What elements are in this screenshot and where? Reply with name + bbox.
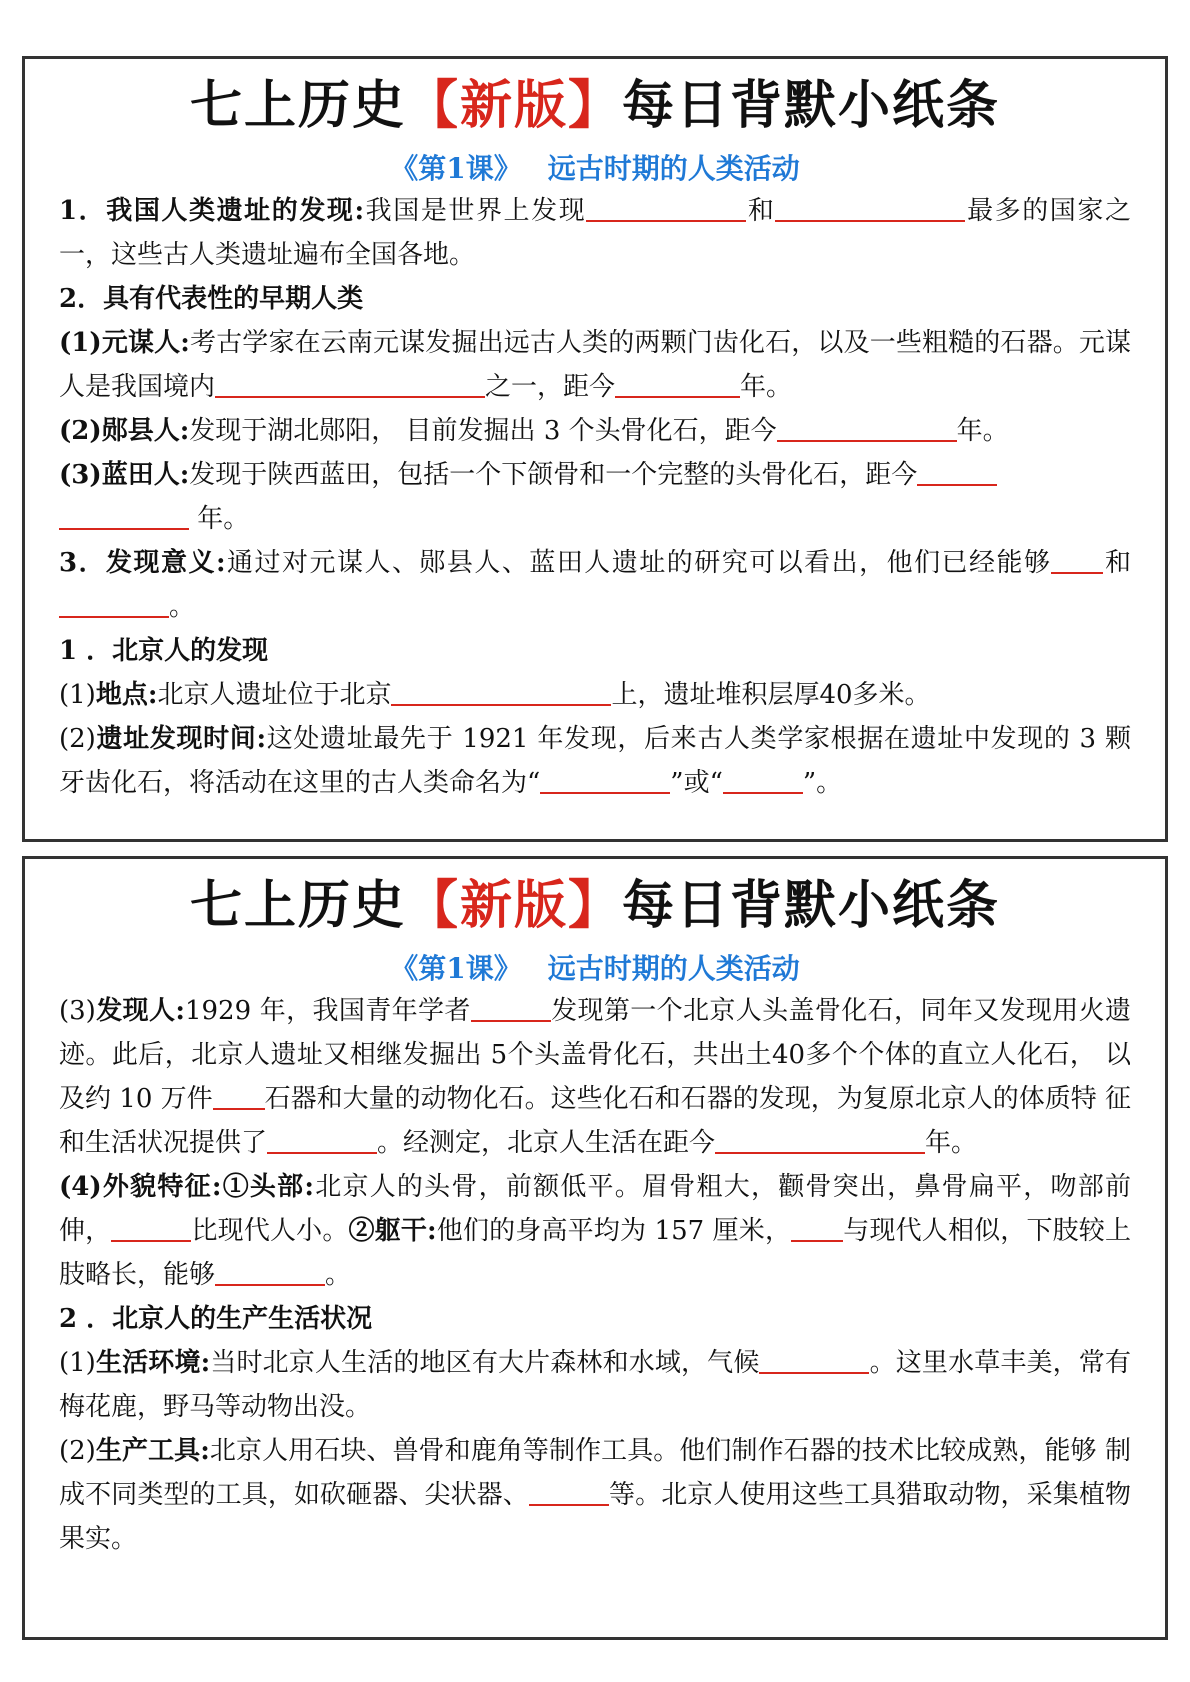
- fill-blank[interactable]: [267, 1126, 377, 1154]
- text: 和: [746, 196, 776, 226]
- card-title: [25, 863, 1165, 938]
- paragraph-yuanmou: [59, 321, 1131, 409]
- text: 北京人遗址位于北京: [157, 680, 392, 710]
- paragraph-heading: 发现人:: [95, 996, 185, 1026]
- fill-blank[interactable]: [215, 1258, 325, 1286]
- text: 发现于湖北郧阳， 目前发掘出 3 个头骨化石，距今: [189, 416, 777, 446]
- title-text: 七上历史: [189, 876, 406, 936]
- title-highlight: 【新版】: [405, 876, 622, 936]
- paragraph-yunxian: [59, 409, 1131, 453]
- paragraph-heading: 生活环境:: [95, 1348, 211, 1378]
- paragraph-heading: 地点:: [95, 680, 158, 710]
- fill-blank[interactable]: [723, 766, 803, 794]
- lesson-number: 《第1课》: [390, 952, 522, 985]
- text: 北京人用石块、兽骨和鹿角等制作工具。他们制作石器的技术比较成熟，能够 制成不同类型的工具，如砍砸器、尖状器、: [59, 1436, 1131, 1510]
- text: 。: [325, 1260, 352, 1290]
- text: 年。: [956, 416, 1009, 446]
- fill-blank[interactable]: [391, 678, 611, 706]
- note-card-1: [22, 56, 1168, 842]
- title-text-suffix: 每日背默小纸条: [622, 876, 1001, 936]
- text: 等。北京人使用这些工具猎取动物，采集植物果实。: [59, 1480, 1131, 1554]
- fill-blank[interactable]: [215, 370, 485, 398]
- lesson-name: 远古时期的人类活动: [547, 152, 800, 185]
- fill-blank[interactable]: [529, 1478, 609, 1506]
- paragraph-environment: [59, 1341, 1131, 1429]
- text: ”。: [802, 768, 843, 798]
- paragraph-heading: (3)蓝田人:: [59, 460, 190, 490]
- text: 北京人的头骨，前额低平。眉骨粗大，颧骨突出，鼻骨扁平，吻部前伸，: [59, 1172, 1131, 1246]
- text: 他们的身高平均为 157 厘米，: [436, 1216, 792, 1246]
- paragraph-site-discovery: [59, 189, 1131, 277]
- text: 发现第一个北京人头盖骨化石，同年又发现用火遗迹。此后，北京人遗址又相继发掘出 5个头盖骨化石，共出土40多个个体的直立人化石， 以及约 10 万件: [59, 996, 1131, 1114]
- paragraph-heading: 1．我国人类遗址的发现:: [59, 196, 365, 226]
- text: 这处遗址最先于 1921 年发现，后来古人类学家根据在遗址中发现的 3 颗牙齿化石，将活动在这里的古人类命名为“: [59, 724, 1131, 798]
- lesson-heading: [25, 147, 1165, 187]
- fill-blank[interactable]: [777, 414, 957, 442]
- text: 通过对元谋人、郧县人、蓝田人遗址的研究可以看出，他们已经能够: [225, 548, 1052, 578]
- text: ”或“: [670, 768, 723, 798]
- lesson-number: 《第1课》: [390, 152, 522, 185]
- paragraph-lantian: [59, 453, 1131, 541]
- paragraph-heading: 生产工具:: [95, 1436, 210, 1466]
- text: 与现代人相似，下肢较上肢略长，能够: [59, 1216, 1131, 1290]
- paragraph-discoverer: [59, 989, 1131, 1165]
- text: 石器和大量的动物化石。这些化石和石器的发现，为复原北京人的体质特 征和生活状况提供了: [59, 1084, 1131, 1158]
- text: 上，遗址堆积层厚40多米。: [611, 680, 931, 710]
- fill-blank[interactable]: [213, 1082, 265, 1110]
- section-heading: 2．具有代表性的早期人类: [59, 284, 364, 314]
- text: 年。: [189, 504, 250, 534]
- text: 最多的国家之一，这些古人类遗址遍布全国各地。: [59, 196, 1131, 270]
- fill-blank[interactable]: [775, 194, 965, 222]
- text: 我国是世界上发现: [364, 196, 587, 226]
- text: 。经测定，北京人生活在距今: [377, 1128, 716, 1158]
- lesson-name: 远古时期的人类活动: [547, 952, 800, 985]
- note-card-2: [22, 856, 1168, 1640]
- fill-blank[interactable]: [715, 1126, 925, 1154]
- text: 和: [1103, 548, 1131, 578]
- text: 比现代人小。: [191, 1216, 349, 1246]
- fill-blank[interactable]: [759, 1346, 869, 1374]
- text: (1): [59, 1348, 96, 1378]
- section-heading: 1 ．北京人的发现: [59, 636, 269, 666]
- section-heading: 2 ．北京人的生产生活状况: [59, 1304, 373, 1334]
- sub-heading: ②躯干:: [348, 1216, 437, 1246]
- text: (2): [59, 724, 96, 754]
- title-text-suffix: 每日背默小纸条: [622, 76, 1001, 136]
- text: (1): [59, 680, 96, 710]
- fill-blank[interactable]: [111, 1214, 191, 1242]
- lesson-heading: [25, 947, 1165, 987]
- fill-blank[interactable]: [917, 458, 997, 486]
- text: 年。: [925, 1128, 978, 1158]
- paragraph-heading: (2)郧县人:: [59, 416, 190, 446]
- sub-heading: ①头部:: [221, 1172, 314, 1202]
- fill-blank[interactable]: [471, 994, 551, 1022]
- text: (3): [59, 996, 96, 1026]
- text: (2): [59, 1436, 96, 1466]
- paragraph-appearance: [59, 1165, 1131, 1297]
- paragraph-heading: (4)外貌特征:: [59, 1172, 222, 1202]
- text: 年。: [740, 372, 793, 402]
- text: 考古学家在云南元谋发掘出远古人类的两颗门齿化石，以及一些粗糙的石器。元谋人是我国境内: [59, 328, 1131, 402]
- paragraph-discovery-time: [59, 717, 1131, 805]
- title-highlight: 【新版】: [405, 76, 622, 136]
- text: 。: [169, 592, 196, 622]
- fill-blank[interactable]: [586, 194, 746, 222]
- paragraph-heading: 3．发现意义:: [59, 548, 226, 578]
- card-body: [59, 989, 1131, 1561]
- text: 。这里水草丰美，常有梅花鹿，野马等动物出没。: [59, 1348, 1131, 1422]
- fill-blank[interactable]: [615, 370, 740, 398]
- paragraph-location: [59, 673, 1131, 717]
- paragraph-heading: 遗址发现时间:: [95, 724, 267, 754]
- text: 之一，距今: [485, 372, 616, 402]
- fill-blank[interactable]: [791, 1214, 843, 1242]
- text: 1929 年，我国青年学者: [184, 996, 471, 1026]
- text: 当时北京人生活的地区有大片森林和水域，气候: [210, 1348, 760, 1378]
- card-body: [59, 189, 1131, 805]
- fill-blank[interactable]: [540, 766, 670, 794]
- text: 发现于陕西蓝田，包括一个下颌骨和一个完整的头骨化石，距今: [189, 460, 918, 490]
- fill-blank[interactable]: [1051, 546, 1103, 574]
- fill-blank[interactable]: [59, 590, 169, 618]
- fill-blank[interactable]: [59, 502, 189, 530]
- title-text: 七上历史: [189, 76, 406, 136]
- paragraph-tools: [59, 1429, 1131, 1561]
- paragraph-significance: [59, 541, 1131, 629]
- card-title: [25, 63, 1165, 138]
- paragraph-heading: (1)元谋人:: [59, 328, 190, 358]
